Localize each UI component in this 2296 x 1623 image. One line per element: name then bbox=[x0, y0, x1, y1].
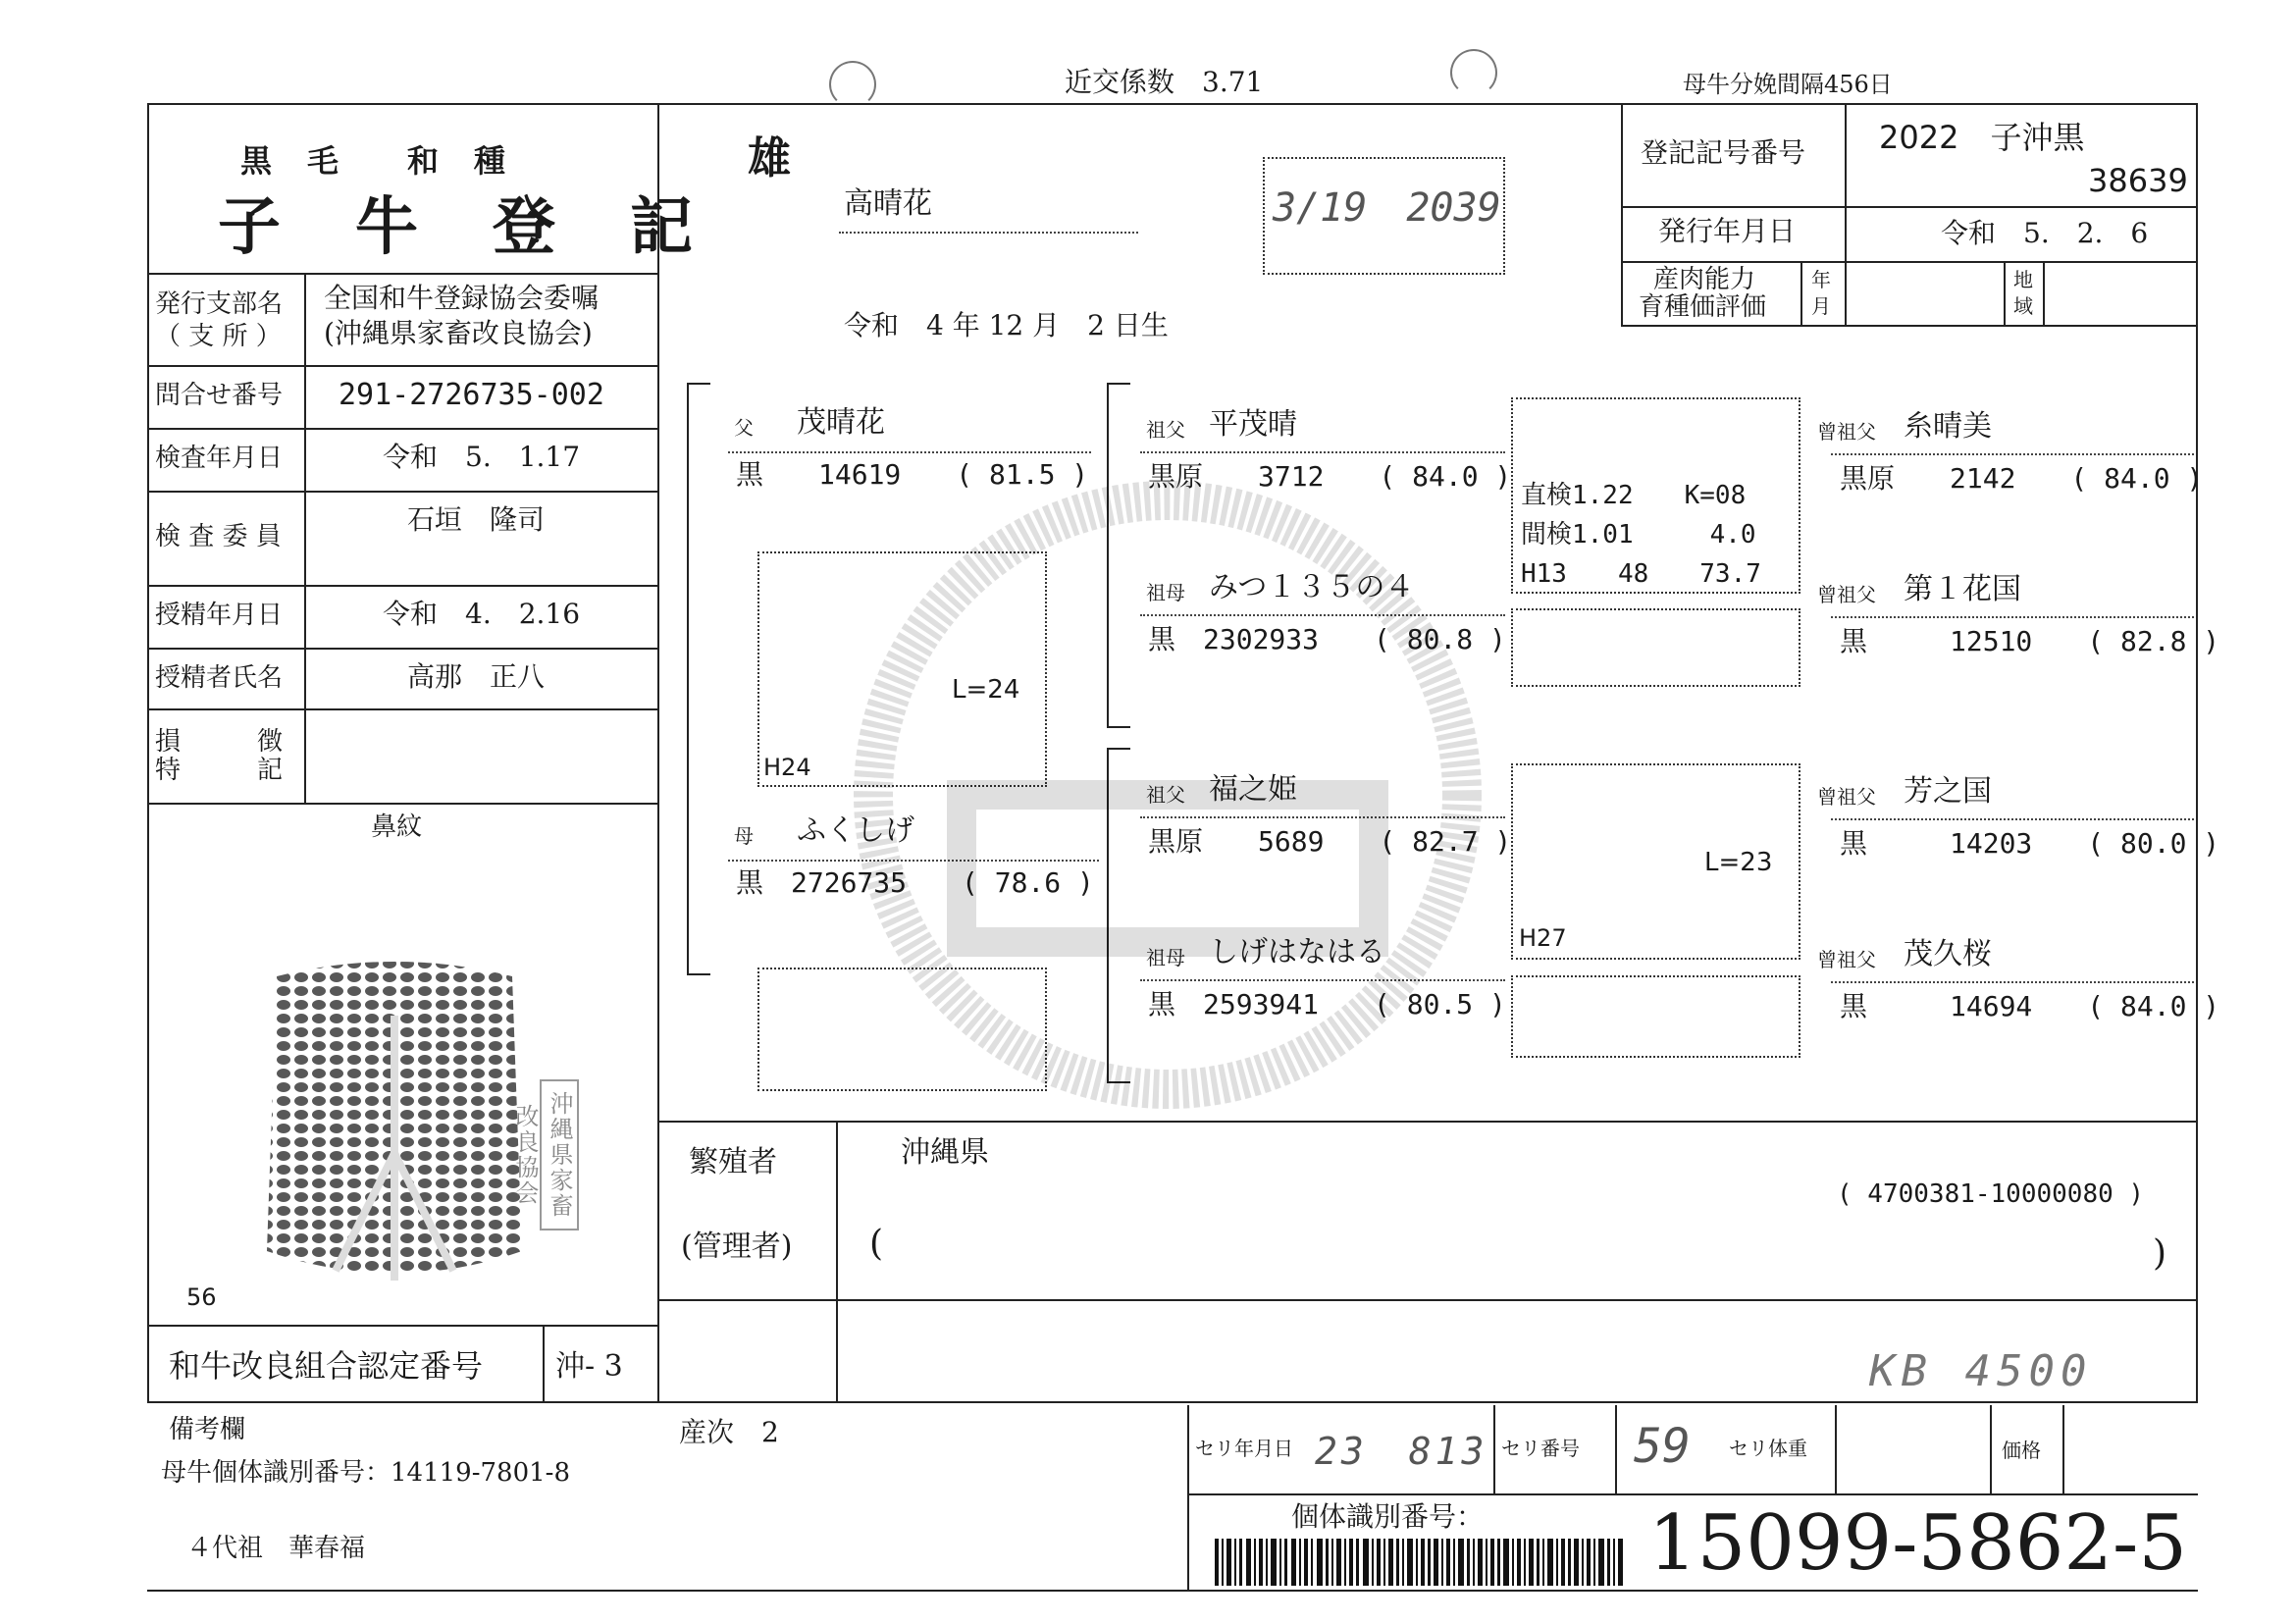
breed-label: 黒 毛 和 種 bbox=[240, 142, 508, 180]
grandparent-4-registration: 黒 2593941 ( 80.5 ) bbox=[1148, 988, 1506, 1021]
year-month-label: 年 月 bbox=[1811, 268, 1831, 318]
grandparent-1-role: 祖父 bbox=[1146, 418, 1185, 442]
great-grandsire-3-name: 芳之国 bbox=[1904, 774, 1992, 809]
individual-id-label: 個体識別番号： bbox=[1291, 1500, 1485, 1533]
dam-measure-box-3 bbox=[1511, 975, 1800, 1058]
great-grandsire-1-role: 曾祖父 bbox=[1817, 420, 1876, 444]
stamp-number: 3/19 2039 bbox=[1273, 185, 1501, 231]
insemination-date-value: 令和 4. 2.16 bbox=[383, 598, 581, 630]
punch-hole-right bbox=[1450, 49, 1497, 96]
sex-label: 雄 bbox=[748, 133, 791, 183]
inseminator-label: 授精者氏名 bbox=[155, 663, 284, 693]
auction-price-label: 価格 bbox=[2002, 1439, 2041, 1462]
grandparent-2-name: みつ１３５の４ bbox=[1209, 570, 1415, 604]
inquiry-number-label: 問合せ番号 bbox=[155, 381, 284, 410]
inspector-label: 検 査 委 員 bbox=[155, 522, 282, 551]
grandparent-3-name: 福之姫 bbox=[1209, 772, 1297, 807]
manager-paren-close: ) bbox=[2153, 1233, 2167, 1274]
mother-id: 母牛個体識別番号：14119-7801-8 bbox=[161, 1458, 570, 1488]
grandparent-1-name: 平茂晴 bbox=[1209, 407, 1297, 442]
grandparent-4-name: しげはなはる bbox=[1209, 935, 1385, 969]
dam-exam-line3: H13 48 73.7 bbox=[1521, 559, 1761, 589]
dam-exam-line1: 直検1.22 K=08 bbox=[1521, 481, 1747, 510]
calf-name: 高晴花 bbox=[844, 186, 932, 221]
auction-date-label: セリ年月日 bbox=[1195, 1437, 1293, 1460]
calving-interval: 母牛分娩間隔456日 bbox=[1683, 71, 1893, 98]
great-grandsire-3-role: 曾祖父 bbox=[1817, 785, 1876, 809]
great-grandsire-2-role: 曾祖父 bbox=[1817, 583, 1876, 606]
sire-measure-h: H24 bbox=[763, 754, 811, 781]
issue-date-label: 発行年月日 bbox=[1658, 215, 1797, 247]
auction-number-value: 59 bbox=[1634, 1419, 1691, 1474]
inspection-date-value: 令和 5. 1.17 bbox=[383, 441, 581, 473]
birth-date: 令和 4 年 12 月 2 日生 bbox=[844, 309, 1169, 341]
punch-hole-left bbox=[829, 61, 876, 108]
auction-date-value: 23 813 bbox=[1315, 1430, 1488, 1473]
handwritten-note: KB 4500 bbox=[1869, 1346, 2093, 1396]
inbreeding-coefficient: 近交係数 3.71 bbox=[1065, 66, 1264, 98]
breeder-value: 沖縄県 bbox=[901, 1135, 989, 1170]
dam-exam-box-2 bbox=[1511, 608, 1800, 687]
manager-paren-open: ( bbox=[869, 1224, 884, 1264]
dam-role: 母 bbox=[734, 824, 754, 848]
dam-name: ふくしげ bbox=[797, 813, 914, 848]
meat-ability-label: 産肉能力 bbox=[1653, 265, 1756, 294]
grandparent-2-role: 祖母 bbox=[1146, 581, 1185, 604]
grandparent-3-registration: 黒原 5689 ( 82.7 ) bbox=[1148, 825, 1512, 858]
insemination-date-label: 授精年月日 bbox=[155, 601, 284, 630]
great-grandsire-1-registration: 黒原 2142 ( 84.0 ) bbox=[1840, 462, 2204, 495]
sire-role: 父 bbox=[734, 416, 754, 440]
issuing-branch-value: 全国和牛登録協会委嘱 (沖縄県家畜改良協会) bbox=[324, 282, 600, 350]
special-notes-label: 損 徴 特 記 bbox=[155, 727, 284, 785]
great-grandsire-4-role: 曾祖父 bbox=[1817, 948, 1876, 971]
nose-print-label: 鼻紋 bbox=[371, 812, 423, 842]
breeder-label: 繁殖者 bbox=[689, 1145, 777, 1179]
manager-label: (管理者) bbox=[681, 1230, 793, 1264]
great-grandsire-2-name: 第１花国 bbox=[1904, 572, 2021, 606]
union-number-value: 沖- 3 bbox=[555, 1349, 623, 1384]
reg-number-line2: 38639 bbox=[2088, 162, 2188, 199]
issuing-branch-label: 発行支部名 （ 支 所 ） bbox=[155, 289, 284, 351]
inquiry-number-value: 291-2726735-002 bbox=[339, 378, 604, 412]
union-number-label: 和牛改良組合認定番号 bbox=[169, 1347, 484, 1385]
dam-exam-line2: 間検1.01 4.0 bbox=[1521, 520, 1756, 550]
issue-date-value: 令和 5. 2. 6 bbox=[1941, 217, 2149, 249]
grandparent-2-registration: 黒 2302933 ( 80.8 ) bbox=[1148, 623, 1506, 655]
fourth-ancestor: ４代祖 華春福 bbox=[186, 1534, 366, 1563]
remarks-label: 備考欄 bbox=[169, 1415, 246, 1444]
great-grandsire-4-name: 茂久桜 bbox=[1904, 937, 1992, 971]
nose-print-image bbox=[257, 957, 532, 1295]
sire-name: 茂晴花 bbox=[797, 405, 885, 440]
barcode bbox=[1215, 1539, 1627, 1586]
sire-measure-l: L=24 bbox=[952, 675, 1020, 705]
auction-number-label: セリ番号 bbox=[1501, 1437, 1580, 1460]
nose-print-number: 56 bbox=[186, 1283, 217, 1311]
registry-watermark-logo bbox=[844, 471, 1491, 1119]
region-label: 地 域 bbox=[2013, 268, 2033, 318]
grandparent-1-registration: 黒原 3712 ( 84.0 ) bbox=[1148, 460, 1512, 493]
great-grandsire-4-registration: 黒 14694 ( 84.0 ) bbox=[1840, 990, 2220, 1022]
great-grandsire-3-registration: 黒 14203 ( 80.0 ) bbox=[1840, 827, 2220, 860]
great-grandsire-1-name: 糸晴美 bbox=[1904, 409, 1992, 444]
parity: 産次 2 bbox=[679, 1416, 779, 1448]
inspector-value: 石垣 隆司 bbox=[407, 503, 546, 536]
inseminator-value: 高那 正八 bbox=[407, 660, 546, 693]
dam-measure-h: H27 bbox=[1519, 924, 1567, 952]
association-seal: 沖縄県家畜改良協会 bbox=[540, 1079, 579, 1230]
reg-number-line1: 2022 子沖黒 bbox=[1879, 119, 2085, 156]
parents-bracket bbox=[687, 383, 710, 975]
sire-registration: 黒 14619 ( 81.5 ) bbox=[736, 458, 1089, 491]
individual-id-number: 15099-5862-5 bbox=[1648, 1499, 2187, 1588]
reg-number-label: 登記記号番号 bbox=[1641, 136, 1806, 169]
dam-measure-l: L=23 bbox=[1704, 848, 1773, 877]
breeding-value-label: 育種価評価 bbox=[1639, 292, 1767, 322]
grandparent-3-role: 祖父 bbox=[1146, 783, 1185, 807]
auction-weight-label: セリ体重 bbox=[1729, 1437, 1807, 1460]
inspection-date-label: 検査年月日 bbox=[155, 444, 284, 473]
grandparent-4-role: 祖母 bbox=[1146, 946, 1185, 969]
left-column-divider bbox=[657, 103, 659, 1403]
breeder-id: ( 4700381-10000080 ) bbox=[1837, 1179, 2145, 1209]
dam-registration: 黒 2726735 ( 78.6 ) bbox=[736, 866, 1094, 899]
document-title: 子 牛 登 記 bbox=[218, 190, 699, 264]
great-grandsire-2-registration: 黒 12510 ( 82.8 ) bbox=[1840, 625, 2220, 657]
